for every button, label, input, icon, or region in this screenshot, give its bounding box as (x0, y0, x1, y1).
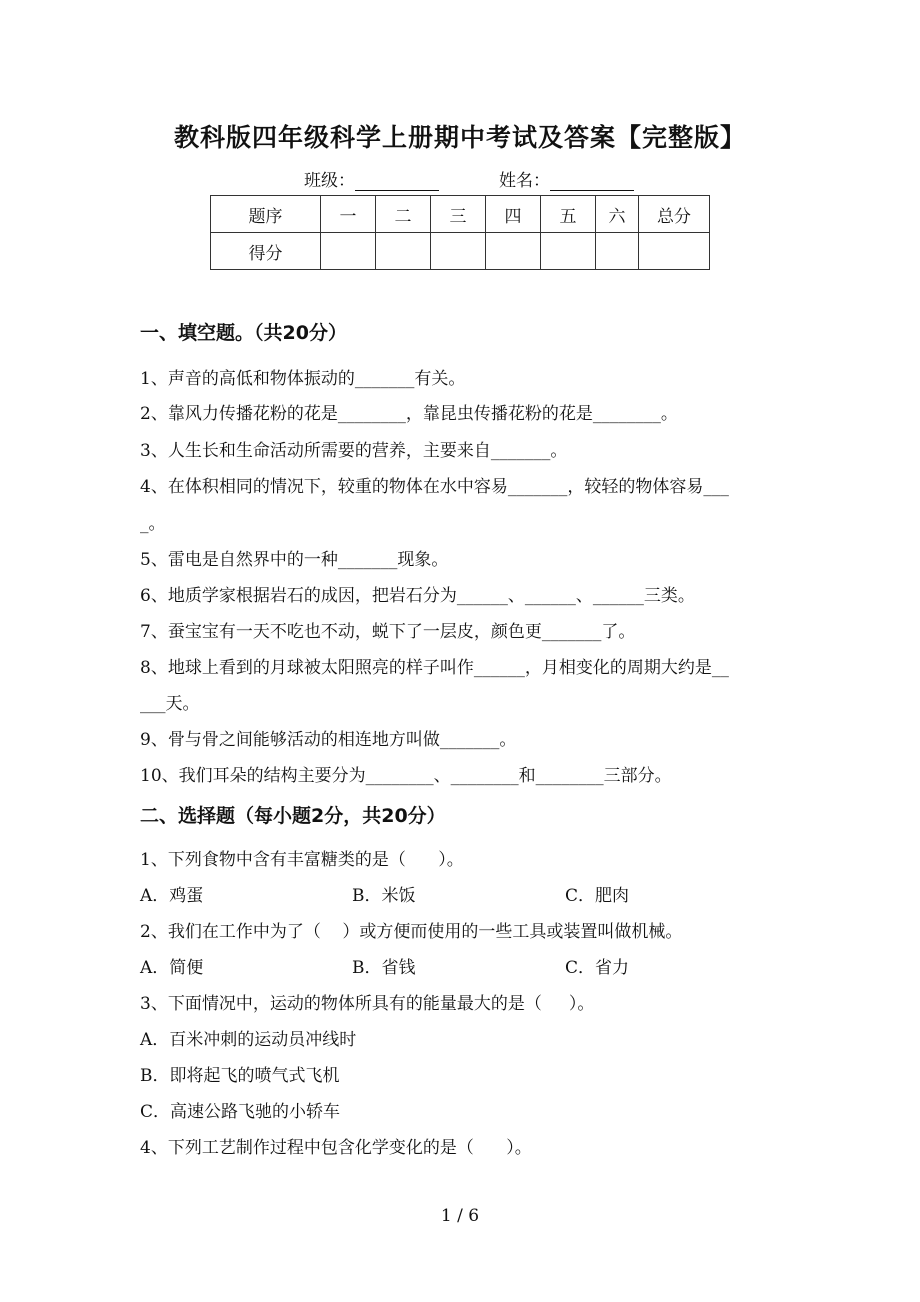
score-table-score-row (211, 233, 710, 270)
fill-question: 3、人生长和生命活动所需要的营养，主要来自_______。 (140, 441, 568, 461)
fill-question-continued: _。 (140, 514, 166, 534)
choice-option-b: B．省钱 (352, 958, 416, 978)
fill-question: 8、地球上看到的月球被太阳照亮的样子叫作______，月相变化的周期大约是__ (140, 658, 729, 678)
fill-question: 10、我们耳朵的结构主要分为________、________和________三部分。 (140, 766, 672, 786)
score-cell (376, 233, 431, 270)
fill-question: 9、骨与骨之间能够活动的相连地方叫做_______。 (140, 730, 517, 750)
fill-question: 5、雷电是自然界中的一种_______现象。 (140, 550, 449, 570)
fill-question: 1、声音的高低和物体振动的_______有关。 (140, 369, 466, 389)
score-header-cell: 四 (486, 196, 541, 233)
choice-option-b: B．即将起飞的喷气式飞机 (140, 1066, 340, 1086)
score-row-label: 得分 (211, 233, 321, 270)
choice-question-1: 1、下列食物中含有丰富糖类的是（ ）。 (140, 850, 464, 870)
score-table (210, 195, 710, 270)
class-field (304, 166, 439, 191)
name-field (499, 166, 634, 191)
name-label: 姓名： (499, 171, 550, 191)
choice-question-4: 4、下列工艺制作过程中包含化学变化的是（ ）。 (140, 1138, 532, 1158)
class-label: 班级： (304, 171, 355, 191)
choice-option-a: A．鸡蛋 (140, 886, 204, 906)
score-cell (596, 233, 639, 270)
score-header-cell: 总分 (639, 196, 710, 233)
choice-option-c: C．肥肉 (565, 886, 630, 906)
choice-option-b: B．米饭 (352, 886, 416, 906)
section1-heading: 一、填空题。（共20分） (140, 322, 347, 344)
score-header-cell: 六 (596, 196, 639, 233)
score-cell (541, 233, 596, 270)
document-title: 教科版四年级科学上册期中考试及答案【完整版】 (173, 123, 746, 152)
score-cell (639, 233, 710, 270)
score-cell (431, 233, 486, 270)
choice-option-c: C．高速公路飞驰的小轿车 (140, 1102, 341, 1122)
fill-question: 4、在体积相同的情况下，较重的物体在水中容易_______，较轻的物体容易___ (140, 477, 729, 497)
choice-question-2: 2、我们在工作中为了（ ）或方便而使用的一些工具或装置叫做机械。 (140, 922, 683, 942)
fill-question: 2、靠风力传播花粉的花是________，靠昆虫传播花粉的花是________。 (140, 404, 678, 424)
score-cell (321, 233, 376, 270)
class-blank (355, 172, 439, 191)
choice-option-a: A．百米冲刺的运动员冲线时 (140, 1030, 357, 1050)
score-cell (486, 233, 541, 270)
choice-option-c: C．省力 (565, 958, 630, 978)
choice-option-a: A．简便 (140, 958, 204, 978)
section2-heading: 二、选择题（每小题2分，共20分） (140, 805, 446, 827)
score-header-cell: 一 (321, 196, 376, 233)
score-table-header-row (211, 196, 710, 233)
choice-question-3: 3、下面情况中，运动的物体所具有的能量最大的是（ ）。 (140, 994, 595, 1014)
page-number: 1 / 6 (440, 1206, 480, 1226)
fill-question: 6、地质学家根据岩石的成因，把岩石分为______、______、______三类。 (140, 586, 695, 606)
fill-question-continued: ___天。 (140, 694, 200, 714)
score-header-cell: 二 (376, 196, 431, 233)
fill-question: 7、蚕宝宝有一天不吃也不动，蜕下了一层皮，颜色更_______了。 (140, 622, 636, 642)
score-header-cell: 五 (541, 196, 596, 233)
name-blank (550, 172, 634, 191)
score-header-cell: 三 (431, 196, 486, 233)
score-header-cell: 题序 (211, 196, 321, 233)
